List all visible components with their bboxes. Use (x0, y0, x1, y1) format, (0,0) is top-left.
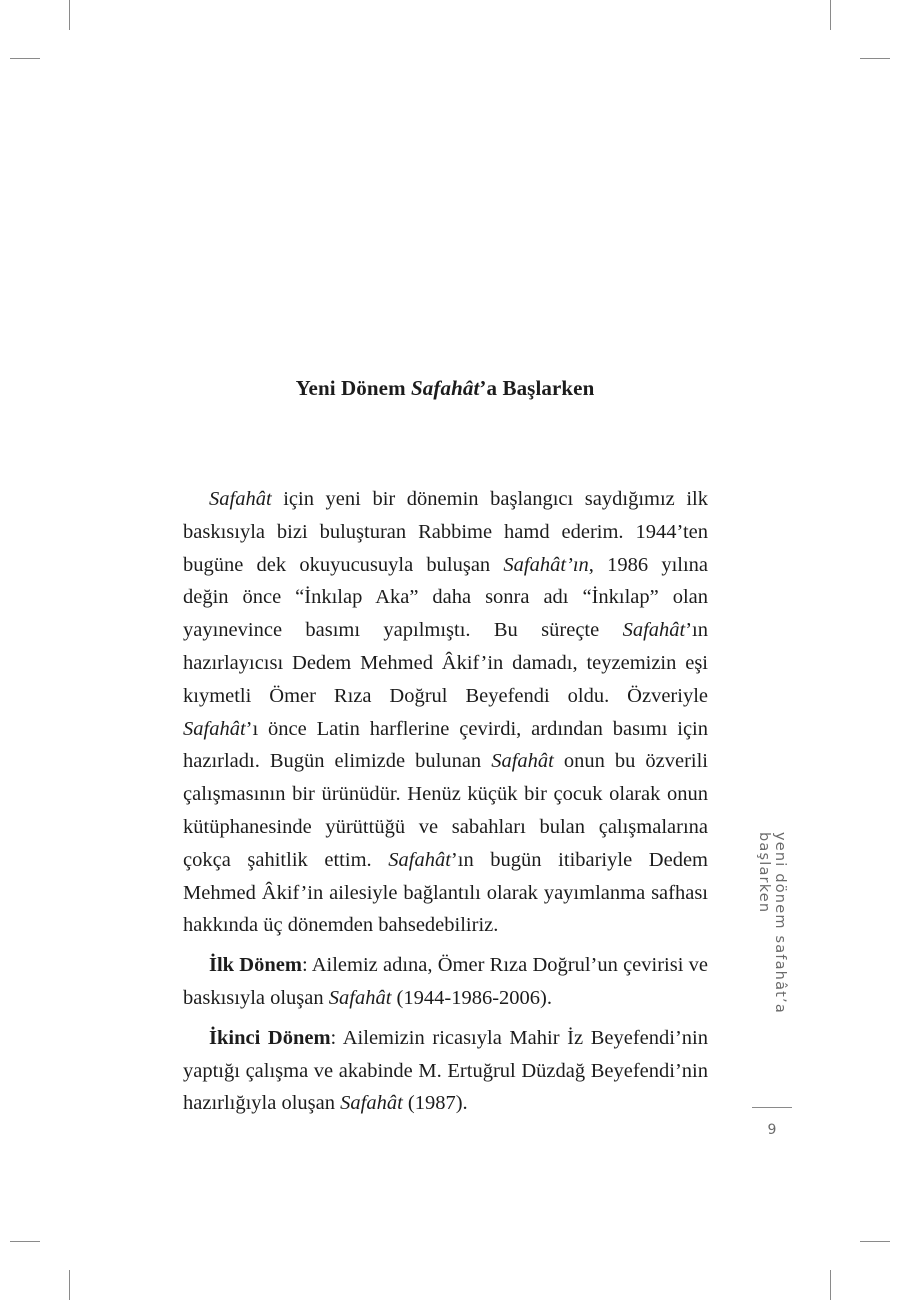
crop-mark-bottom-left (69, 1270, 70, 1300)
paragraph-intro: Safahât için yeni bir dönemin başlangıcı saydığımız ilk baskısıyla bizi buluşturan Rabbime hamd ederim. 1944’ten bugüne dek okuyucusuyla buluşan Safahât’ın, 1986 yılına değin önce “İnkılap Aka” daha sonra adı “İnkılap” olan yayınevince basımı yapılmıştı. Bu süreçte Safahât’ın hazırlayıcısı Dedem Mehmed Âkif’in damadı, teyzemizin eşi kıymetli Ömer Rıza Doğrul Beyefendi oldu. Özveriyle Safahât’ı önce Latin harflerine çevirdi, ardından basımı için hazırladı. Bugün elimizde bulunan Safahât onun bu özverili çalışmasının bir ürünüdür. Henüz küçük bir çocuk olarak onun kütüphanesinde yürüttüğü ve sabahları bulan çalışmalarına çokça şahitlik ettim. Safahât’ın bugün itibariyle Dedem Mehmed Âkif’in ailesiyle bağlantılı olarak yayımlanma safhası hakkında üç dönemden bahsedebiliriz. (183, 488, 708, 937)
body-text (183, 483, 708, 1127)
crop-mark-right-upper (860, 58, 890, 59)
crop-mark-left-lower (10, 1241, 40, 1242)
crop-mark-top-left (69, 0, 70, 30)
crop-mark-top-right (830, 0, 831, 30)
paragraph-second-period: İkinci Dönem: Ailemizin ricasıyla Mahir İz Beyefendi’nin yaptığı çalışma ve akabinde M. Ertuğrul Düzdağ Beyefendi’nin hazırlığıyla oluşan Safahât (1987). (183, 1026, 708, 1115)
chapter-title: Yeni Dönem Safahât’a Başlarken (295, 376, 595, 401)
running-head-rule (752, 1107, 792, 1108)
crop-mark-left-upper (10, 58, 40, 59)
crop-mark-bottom-right (830, 1270, 831, 1300)
page-number: 9 (767, 1122, 777, 1138)
crop-mark-right-lower (860, 1241, 890, 1242)
running-head: yeni dönem safahât’a başlarken (756, 832, 788, 1014)
paragraph-first-period: İlk Dönem: Ailemiz adına, Ömer Rıza Doğrul’un çevirisi ve baskısıyla oluşan Safahât (1944-1986-2006). (183, 954, 708, 1009)
